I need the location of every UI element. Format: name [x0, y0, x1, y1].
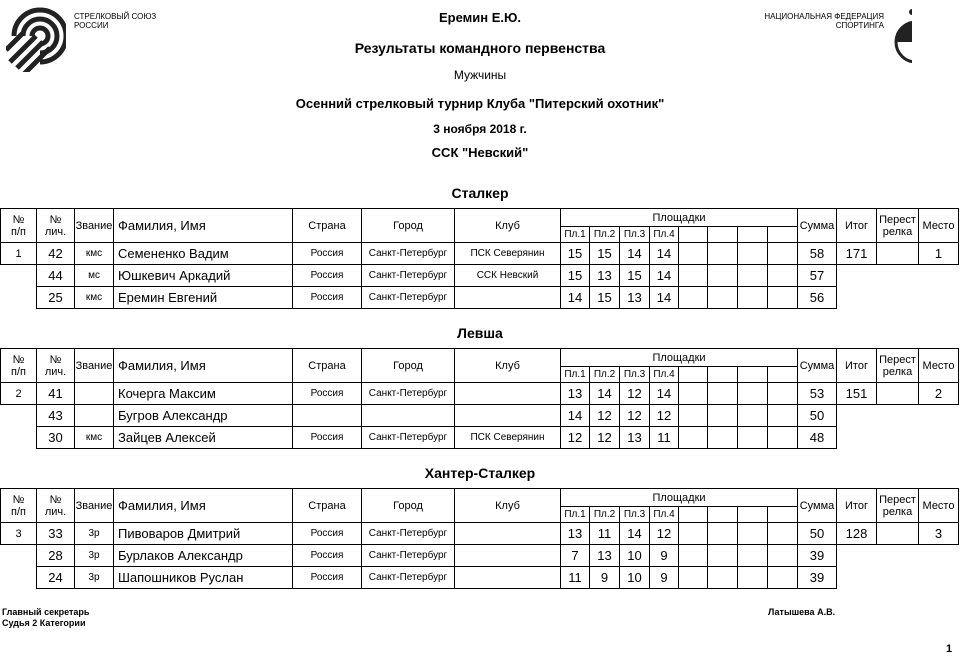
org-left-name: СТРЕЛКОВЫЙ СОЮЗ РОССИИ	[74, 12, 157, 30]
team-total: 151	[837, 383, 877, 405]
table-row	[1, 243, 959, 265]
license-num: 44	[37, 265, 75, 287]
range-score-empty	[708, 243, 738, 265]
event-date: 3 ноября 2018 г.	[433, 122, 527, 136]
range-empty-header	[679, 367, 708, 383]
table-row	[1, 523, 959, 545]
rank	[75, 405, 114, 427]
range-score-empty	[679, 243, 708, 265]
col-name-header: Фамилия, Имя	[114, 489, 293, 523]
range-score: 12	[590, 405, 620, 427]
athlete-name: Семененко Вадим	[114, 243, 293, 265]
city: Санкт-Петербург	[362, 265, 455, 287]
table-row	[1, 405, 959, 427]
athlete-name: Шапошников Руслан	[114, 567, 293, 589]
range-score: 13	[561, 383, 590, 405]
range-score-empty	[768, 383, 798, 405]
range-empty-header	[768, 507, 798, 523]
range-score: 11	[561, 567, 590, 589]
range-score-empty	[768, 567, 798, 589]
range-empty-header	[679, 227, 708, 243]
range-score-empty	[679, 427, 708, 449]
range-score-empty	[738, 523, 768, 545]
table-row	[1, 383, 959, 405]
range-score-empty	[679, 405, 708, 427]
rank: 3р	[75, 545, 114, 567]
range-score-empty	[708, 265, 738, 287]
range-empty-header	[738, 367, 768, 383]
table-row	[1, 265, 959, 287]
team-results-table	[0, 208, 959, 309]
range-score-empty	[708, 523, 738, 545]
rank: 3р	[75, 567, 114, 589]
range-score: 13	[620, 287, 650, 309]
range-empty-header	[768, 227, 798, 243]
city: Санкт-Петербург	[362, 243, 455, 265]
venue: ССК "Невский"	[431, 145, 529, 160]
license-num: 33	[37, 523, 75, 545]
judge-name: Еремин Е.Ю.	[438, 10, 522, 25]
team-place: 3	[919, 523, 959, 545]
country: Россия	[293, 567, 362, 589]
athlete-name: Кочерга Максим	[114, 383, 293, 405]
range-score: 12	[620, 405, 650, 427]
range-score-empty	[679, 545, 708, 567]
club	[455, 523, 561, 545]
col-ranges-header: Площадки	[561, 209, 798, 227]
shootoff	[877, 523, 919, 545]
range-score-empty	[708, 405, 738, 427]
range-empty-header	[679, 507, 708, 523]
license-num: 28	[37, 545, 75, 567]
range-score-empty	[738, 545, 768, 567]
team-results-table	[0, 348, 959, 449]
country	[293, 405, 362, 427]
col-sum-header: Сумма	[798, 349, 837, 383]
country: Россия	[293, 545, 362, 567]
city: Санкт-Петербург	[362, 287, 455, 309]
range-2-header: Пл.2	[590, 367, 620, 383]
page-number: 1	[946, 643, 953, 655]
range-score: 14	[650, 287, 679, 309]
range-3-header: Пл.3	[620, 227, 650, 243]
club: ПСК Северянин	[455, 243, 561, 265]
range-score: 15	[561, 243, 590, 265]
team-total: 128	[837, 523, 877, 545]
sum: 57	[798, 265, 837, 287]
range-score: 7	[561, 545, 590, 567]
col-shootoff-header: Перест релка	[877, 349, 919, 383]
col-shootoff-header: Перест релка	[877, 489, 919, 523]
range-score-empty	[679, 265, 708, 287]
range-4-header: Пл.4	[650, 227, 679, 243]
city: Санкт-Петербург	[362, 567, 455, 589]
shootoff	[877, 383, 919, 405]
range-score-empty	[738, 567, 768, 589]
city: Санкт-Петербург	[362, 523, 455, 545]
club	[455, 405, 561, 427]
range-score-empty	[679, 383, 708, 405]
license-num: 25	[37, 287, 75, 309]
range-score-empty	[768, 265, 798, 287]
col-sum-header: Сумма	[798, 209, 837, 243]
team-num: 1	[1, 243, 37, 265]
sum: 58	[798, 243, 837, 265]
range-score: 13	[561, 523, 590, 545]
range-score: 15	[590, 287, 620, 309]
range-score-empty	[768, 523, 798, 545]
range-score-empty	[708, 545, 738, 567]
range-empty-header	[708, 367, 738, 383]
col-total-header: Итог	[837, 349, 877, 383]
range-score-empty	[738, 427, 768, 449]
club: ПСК Северянин	[455, 427, 561, 449]
club	[455, 567, 561, 589]
range-score: 14	[650, 243, 679, 265]
range-score-empty	[738, 265, 768, 287]
tournament-name: Осенний стрелковый турнир Клуба "Питерский охотник"	[295, 96, 665, 111]
country: Россия	[293, 243, 362, 265]
range-score: 15	[590, 243, 620, 265]
sum: 53	[798, 383, 837, 405]
rank: кмс	[75, 243, 114, 265]
col-place-header: Место	[919, 209, 959, 243]
range-score-empty	[768, 405, 798, 427]
sum: 39	[798, 545, 837, 567]
range-score-empty	[708, 383, 738, 405]
range-score: 9	[650, 567, 679, 589]
col-num-header: № п/п	[1, 489, 37, 523]
athlete-name: Бурлаков Александр	[114, 545, 293, 567]
col-lic-header: № лич.	[37, 209, 75, 243]
city: Санкт-Петербург	[362, 383, 455, 405]
col-ranges-header: Площадки	[561, 349, 798, 367]
col-name-header: Фамилия, Имя	[114, 349, 293, 383]
range-score: 12	[650, 405, 679, 427]
range-score: 13	[590, 545, 620, 567]
range-score-empty	[708, 287, 738, 309]
range-score-empty	[738, 243, 768, 265]
athlete-name: Еремин Евгений	[114, 287, 293, 309]
range-score: 10	[620, 567, 650, 589]
col-shootoff-header: Перест релка	[877, 209, 919, 243]
range-score: 9	[650, 545, 679, 567]
range-score: 13	[590, 265, 620, 287]
athlete-name: Юшкевич Аркадий	[114, 265, 293, 287]
table-row	[1, 545, 959, 567]
range-score-empty	[708, 567, 738, 589]
license-num: 24	[37, 567, 75, 589]
range-1-header: Пл.1	[561, 227, 590, 243]
club	[455, 383, 561, 405]
range-score: 13	[620, 427, 650, 449]
range-score: 15	[620, 265, 650, 287]
rank: кмс	[75, 427, 114, 449]
country: Россия	[293, 265, 362, 287]
col-rank-header: Звание	[75, 489, 114, 523]
team-name: Хантер-Сталкер	[424, 465, 536, 481]
range-score-empty	[768, 243, 798, 265]
range-empty-header	[738, 507, 768, 523]
range-score: 14	[590, 383, 620, 405]
range-score: 10	[620, 545, 650, 567]
page-title: Результаты командного первенства	[354, 40, 606, 56]
shootoff	[877, 243, 919, 265]
rank: кмс	[75, 287, 114, 309]
signer-name: Латышева А.В.	[768, 607, 836, 617]
range-score-empty	[738, 383, 768, 405]
range-score-empty	[738, 287, 768, 309]
range-score-empty	[679, 567, 708, 589]
col-club-header: Клуб	[455, 209, 561, 243]
range-score: 14	[620, 243, 650, 265]
city	[362, 405, 455, 427]
country: Россия	[293, 383, 362, 405]
city: Санкт-Петербург	[362, 427, 455, 449]
sum: 50	[798, 523, 837, 545]
range-score-empty	[679, 523, 708, 545]
team-num: 3	[1, 523, 37, 545]
range-score: 11	[590, 523, 620, 545]
license-num: 42	[37, 243, 75, 265]
country: Россия	[293, 523, 362, 545]
col-city-header: Город	[362, 349, 455, 383]
range-score-empty	[768, 287, 798, 309]
range-score: 14	[620, 523, 650, 545]
col-name-header: Фамилия, Имя	[114, 209, 293, 243]
range-2-header: Пл.2	[590, 227, 620, 243]
table-row	[1, 427, 959, 449]
col-city-header: Город	[362, 209, 455, 243]
range-score-empty	[679, 287, 708, 309]
col-club-header: Клуб	[455, 349, 561, 383]
range-2-header: Пл.2	[590, 507, 620, 523]
sum: 48	[798, 427, 837, 449]
range-1-header: Пл.1	[561, 507, 590, 523]
range-score: 12	[620, 383, 650, 405]
sum: 39	[798, 567, 837, 589]
sum: 50	[798, 405, 837, 427]
col-ranges-header: Площадки	[561, 489, 798, 507]
athlete-name: Зайцев Алексей	[114, 427, 293, 449]
range-score: 14	[650, 383, 679, 405]
col-club-header: Клуб	[455, 489, 561, 523]
team-results-table	[0, 488, 959, 589]
team-name: Сталкер	[451, 185, 509, 201]
table-row	[1, 567, 959, 589]
col-lic-header: № лич.	[37, 349, 75, 383]
team-place: 1	[919, 243, 959, 265]
athlete-name: Пивоваров Дмитрий	[114, 523, 293, 545]
range-empty-header	[768, 367, 798, 383]
license-num: 43	[37, 405, 75, 427]
country: Россия	[293, 427, 362, 449]
rank: мс	[75, 265, 114, 287]
col-total-header: Итог	[837, 209, 877, 243]
country: Россия	[293, 287, 362, 309]
license-num: 41	[37, 383, 75, 405]
col-num-header: № п/п	[1, 209, 37, 243]
col-place-header: Место	[919, 489, 959, 523]
range-score: 14	[650, 265, 679, 287]
col-place-header: Место	[919, 349, 959, 383]
city: Санкт-Петербург	[362, 545, 455, 567]
range-score-empty	[768, 545, 798, 567]
range-score: 11	[650, 427, 679, 449]
col-lic-header: № лич.	[37, 489, 75, 523]
range-score-empty	[768, 427, 798, 449]
col-city-header: Город	[362, 489, 455, 523]
range-4-header: Пл.4	[650, 507, 679, 523]
range-score: 14	[561, 405, 590, 427]
range-3-header: Пл.3	[620, 367, 650, 383]
team-num: 2	[1, 383, 37, 405]
col-country-header: Страна	[293, 489, 362, 523]
col-rank-header: Звание	[75, 209, 114, 243]
range-score: 9	[590, 567, 620, 589]
rank	[75, 383, 114, 405]
col-rank-header: Звание	[75, 349, 114, 383]
range-score: 12	[590, 427, 620, 449]
org-right-name: НАЦИОНАЛЬНАЯ ФЕДЕРАЦИЯ СПОРТИНГА	[764, 12, 884, 30]
range-score: 14	[561, 287, 590, 309]
club	[455, 545, 561, 567]
range-score-empty	[738, 405, 768, 427]
athlete-name: Бугров Александр	[114, 405, 293, 427]
col-num-header: № п/п	[1, 349, 37, 383]
range-empty-header	[708, 507, 738, 523]
sum: 56	[798, 287, 837, 309]
team-name: Левша	[457, 325, 503, 341]
range-score: 15	[561, 265, 590, 287]
table-row	[1, 287, 959, 309]
range-empty-header	[708, 227, 738, 243]
license-num: 30	[37, 427, 75, 449]
club: ССК Невский	[455, 265, 561, 287]
col-country-header: Страна	[293, 209, 362, 243]
team-total: 171	[837, 243, 877, 265]
signature-role: Главный секретарь Судья 2 Категории	[2, 607, 90, 628]
col-total-header: Итог	[837, 489, 877, 523]
range-score: 12	[650, 523, 679, 545]
range-4-header: Пл.4	[650, 367, 679, 383]
col-sum-header: Сумма	[798, 489, 837, 523]
team-place: 2	[919, 383, 959, 405]
club	[455, 287, 561, 309]
category: Мужчины	[453, 68, 507, 82]
range-1-header: Пл.1	[561, 367, 590, 383]
col-country-header: Страна	[293, 349, 362, 383]
range-score-empty	[708, 427, 738, 449]
rank: 3р	[75, 523, 114, 545]
range-score: 12	[561, 427, 590, 449]
range-3-header: Пл.3	[620, 507, 650, 523]
range-empty-header	[738, 227, 768, 243]
